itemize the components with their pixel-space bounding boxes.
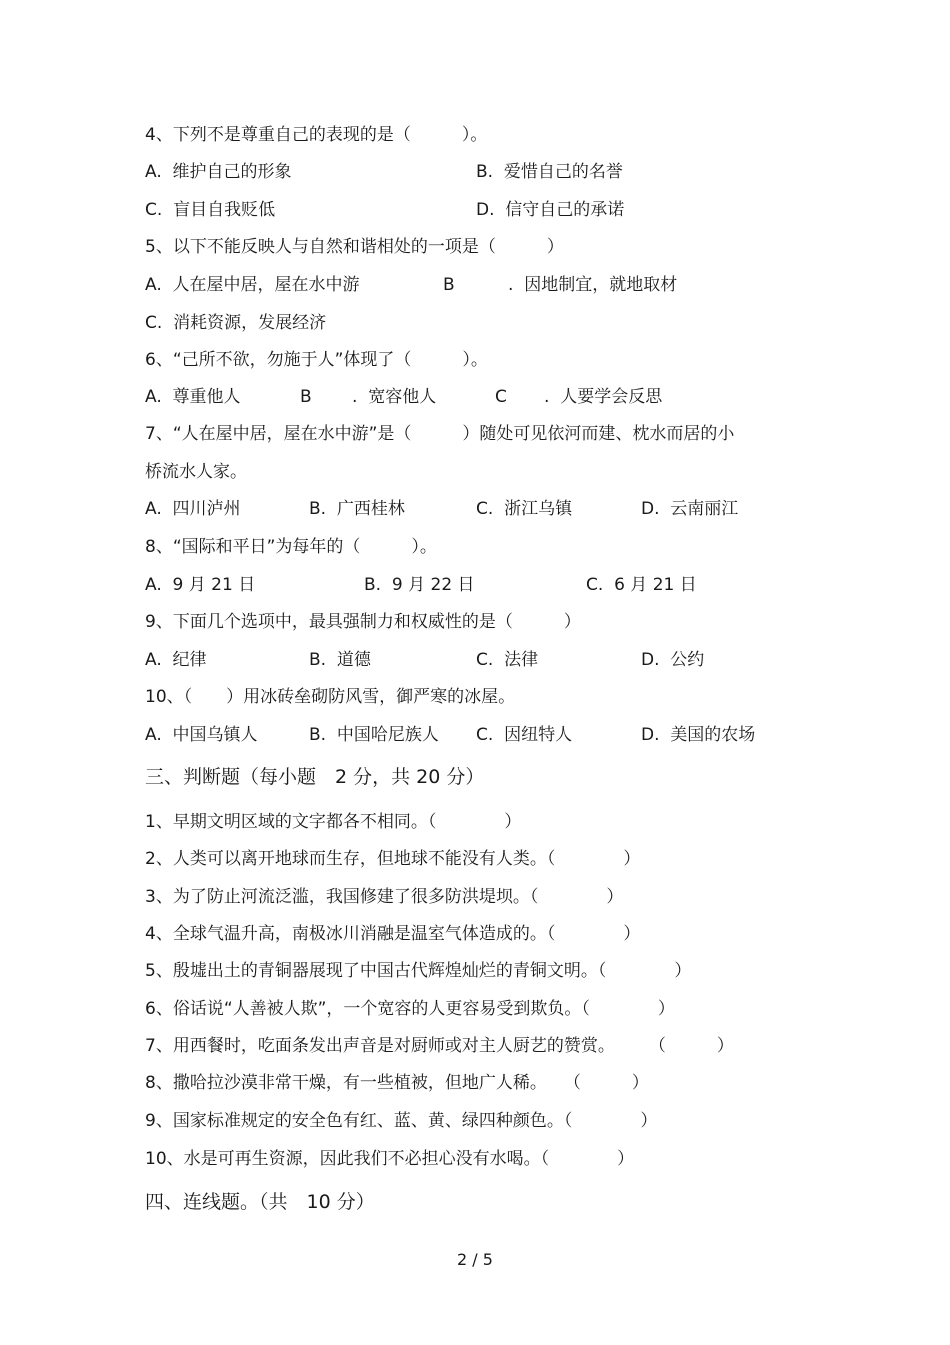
question-4: 4、下列不是尊重自己的表现的是（ ）。 bbox=[145, 125, 488, 145]
question-8: 8、“国际和平日”为每年的（ ）。 bbox=[145, 537, 437, 557]
tf-item-4: 4、全球气温升高，南极冰川消融是温室气体造成的。（ ） bbox=[145, 924, 641, 944]
option-10d: D. 美国的农场 bbox=[641, 725, 756, 745]
option-6c-letter: C bbox=[495, 387, 507, 407]
question-5: 5、以下不能反映人与自然和谐相处的一项是（ ） bbox=[145, 237, 564, 257]
option-7b: B. 广西桂林 bbox=[309, 499, 405, 519]
option-7c: C. 浙江乌镇 bbox=[476, 499, 573, 519]
tf-item-8: 8、撒哈拉沙漠非常干燥，有一些植被，但地广人稀。 （ ） bbox=[145, 1073, 649, 1093]
option-5b-text: . 因地制宜，就地取材 bbox=[508, 275, 678, 295]
option-7a: A. 四川泸州 bbox=[145, 499, 241, 519]
option-8c: C. 6 月 21 日 bbox=[586, 575, 697, 595]
option-4a: A. 维护自己的形象 bbox=[145, 162, 292, 182]
option-6c-text: . 人要学会反思 bbox=[544, 387, 663, 407]
option-10c: C. 因纽特人 bbox=[476, 725, 573, 745]
option-10b: B. 中国哈尼族人 bbox=[309, 725, 439, 745]
option-7d: D. 云南丽江 bbox=[641, 499, 739, 519]
option-6b-letter: B bbox=[300, 387, 312, 407]
option-4d: D. 信守自己的承诺 bbox=[476, 200, 625, 220]
question-10: 10、（ ）用冰砖垒砌防风雪，御严寒的冰屋。 bbox=[145, 687, 516, 707]
tf-item-3: 3、为了防止河流泛滥，我国修建了很多防洪堤坝。（ ） bbox=[145, 887, 624, 907]
page-number: 2 / 5 bbox=[457, 1250, 493, 1269]
option-6a: A. 尊重他人 bbox=[145, 387, 241, 407]
option-9c: C. 法律 bbox=[476, 650, 539, 670]
option-9b: B. 道德 bbox=[309, 650, 371, 670]
tf-item-2: 2、人类可以离开地球而生存，但地球不能没有人类。（ ） bbox=[145, 849, 641, 869]
option-5a: A. 人在屋中居，屋在水中游 bbox=[145, 275, 360, 295]
question-9: 9、下面几个选项中，最具强制力和权威性的是（ ） bbox=[145, 612, 581, 632]
section-3-heading: 三、判断题（每小题 2 分，共 20 分） bbox=[145, 766, 485, 788]
option-8a: A. 9 月 21 日 bbox=[145, 575, 256, 595]
tf-item-5: 5、殷墟出土的青铜器展现了中国古代辉煌灿烂的青铜文明。（ ） bbox=[145, 961, 692, 981]
question-7: 7、“人在屋中居，屋在水中游”是（ ）随处可见依河而建、枕水而居的小 bbox=[145, 424, 735, 444]
option-10a: A. 中国乌镇人 bbox=[145, 725, 258, 745]
option-5c: C. 消耗资源，发展经济 bbox=[145, 313, 327, 333]
tf-item-7: 7、用西餐时，吃面条发出声音是对厨师或对主人厨艺的赞赏。 （ ） bbox=[145, 1036, 734, 1056]
option-9a: A. 纪律 bbox=[145, 650, 207, 670]
option-9d: D. 公约 bbox=[641, 650, 705, 670]
question-7-cont: 桥流水人家。 bbox=[145, 462, 247, 482]
option-4c: C. 盲目自我贬低 bbox=[145, 200, 276, 220]
question-6: 6、“己所不欲，勿施于人”体现了（ ）。 bbox=[145, 350, 488, 370]
tf-item-9: 9、国家标准规定的安全色有红、蓝、黄、绿四种颜色。（ ） bbox=[145, 1111, 658, 1131]
tf-item-10: 10、水是可再生资源，因此我们不必担心没有水喝。（ ） bbox=[145, 1149, 635, 1169]
option-6b-text: . 宽容他人 bbox=[352, 387, 437, 407]
option-4b: B. 爱惜自己的名誉 bbox=[476, 162, 623, 182]
option-8b: B. 9 月 22 日 bbox=[364, 575, 475, 595]
tf-item-1: 1、早期文明区域的文字都各不相同。（ ） bbox=[145, 812, 522, 832]
option-5b-letter: B bbox=[443, 275, 455, 295]
tf-item-6: 6、俗话说“人善被人欺”，一个宽容的人更容易受到欺负。（ ） bbox=[145, 999, 675, 1019]
section-4-heading: 四、连线题。（共 10 分） bbox=[145, 1191, 375, 1213]
